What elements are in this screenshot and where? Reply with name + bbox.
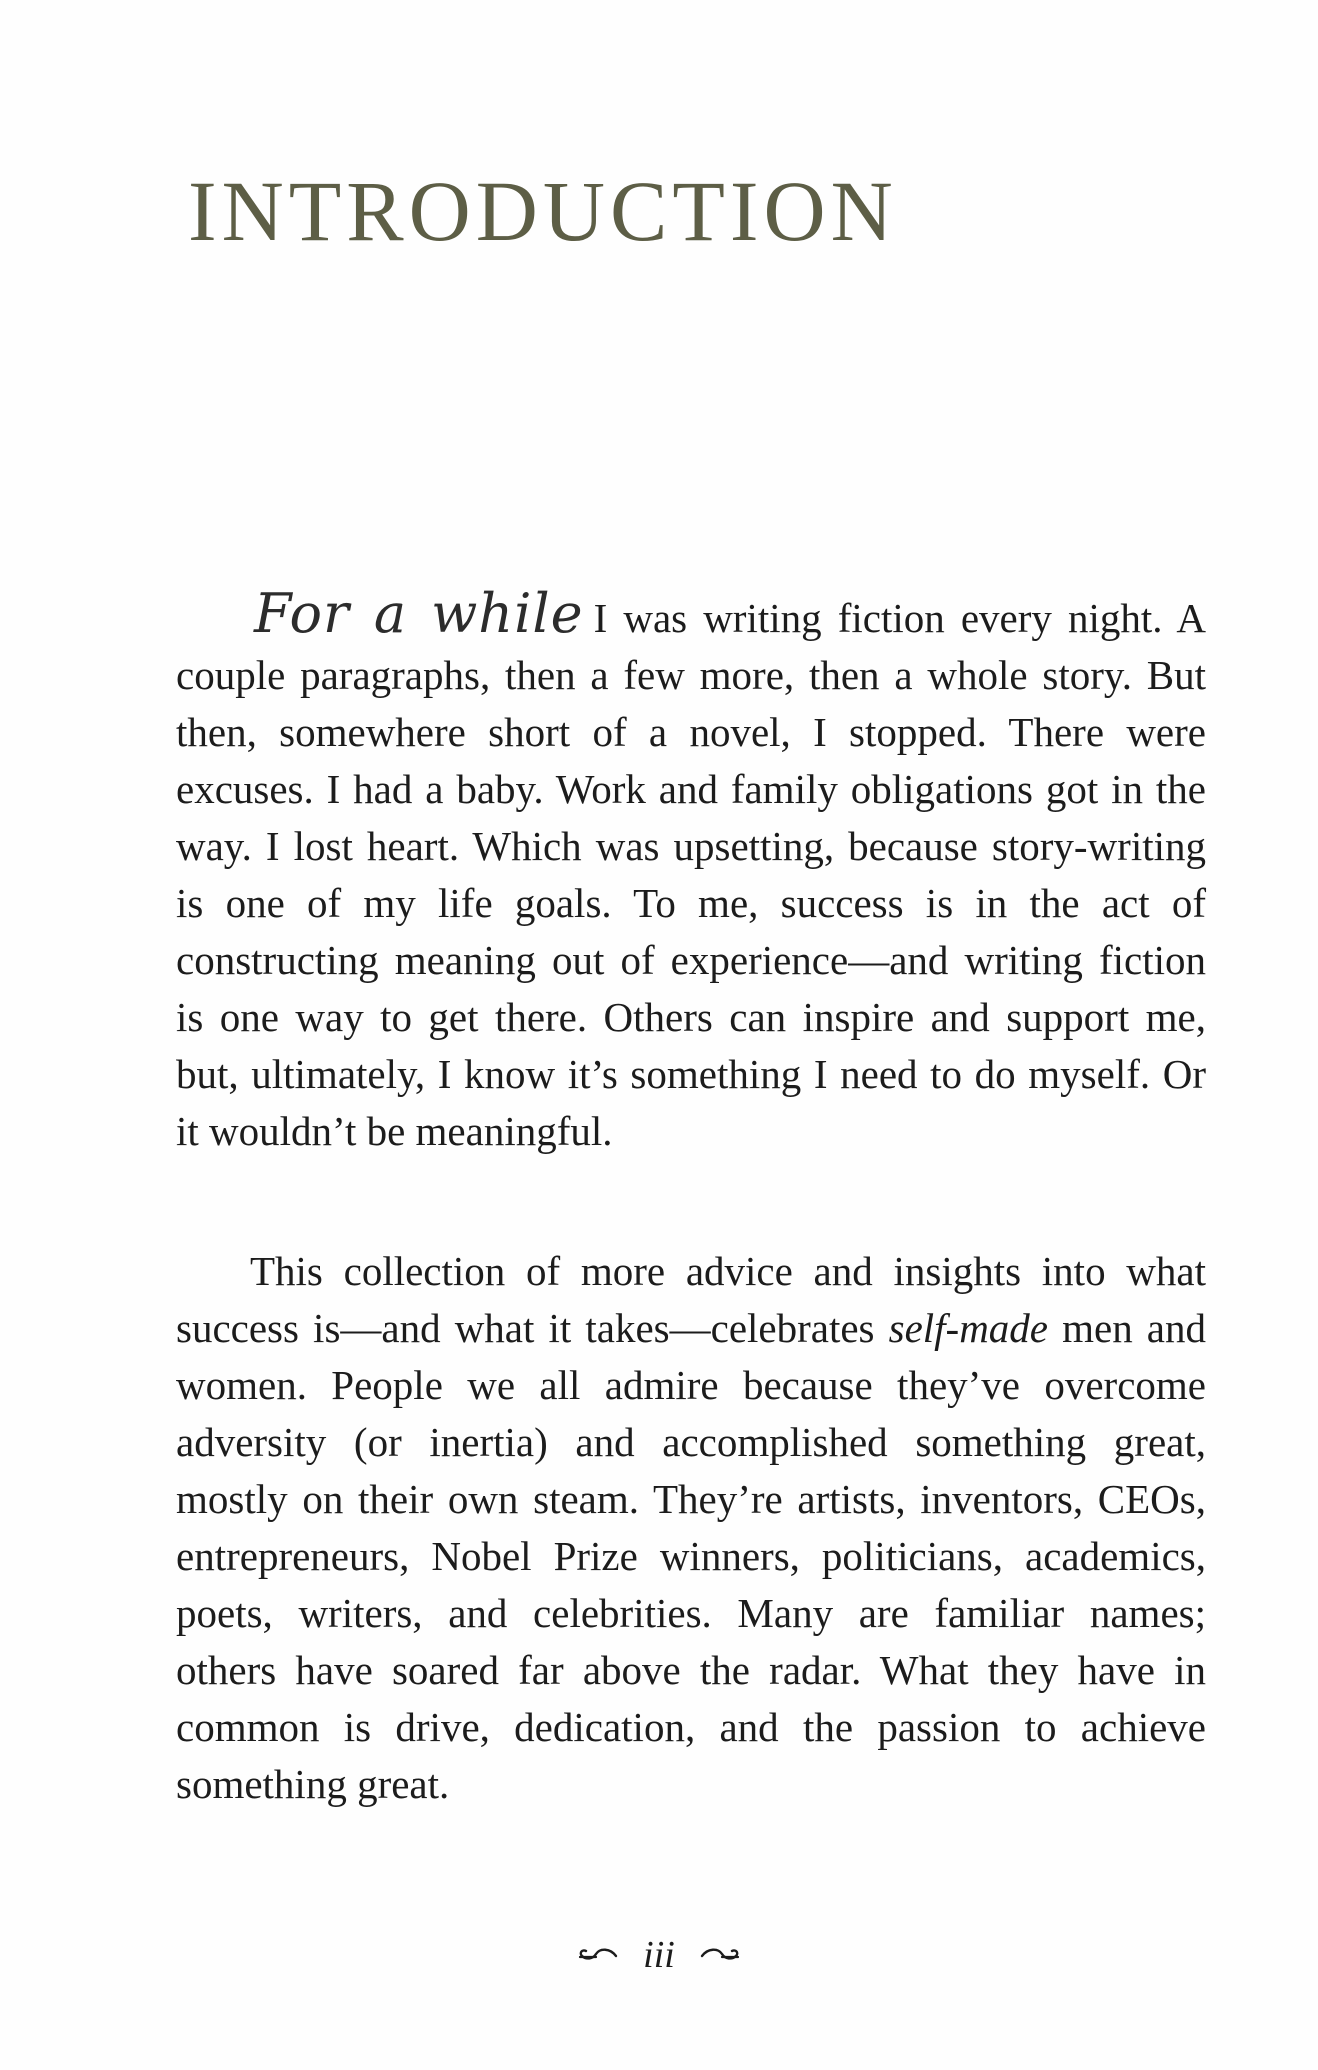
script-lead-in: For a while — [254, 582, 584, 645]
paragraph-1 — [176, 582, 1206, 1160]
paragraph-2 — [176, 1243, 1206, 1813]
left-flourish-icon — [576, 1944, 620, 1966]
paragraph-2-text-after: men and women. People we all admire because they’ve overcome adversity (or inertia) and accomplished something great, mostly on their own steam. They’re artists, inventors, CEOs, entrepreneurs, Nobel Prize winners, politicians, academics, poets, writers, and celebrities. Many are familiar names; others have soared far above the radar. What they have in common is drive, dedication, and the passion to achieve something great. — [176, 1305, 1206, 1807]
paragraph-2-emphasis: self-made — [888, 1305, 1049, 1351]
paragraph-1-text: I was writing fiction every night. A couple paragraphs, then a few more, then a whole story. But then, somewhere short of a novel, I stopped. There were excuses. I had a baby. Work and family obligations got in the way. I lost heart. Which was upsetting, because story-writing is one of my life goals. To me, success is in the act of constructing meaning out of experience—and writing fiction is one way to get there. Others can inspire and support me, but, ultimately, I know it’s something I need to do myself. Or it wouldn’t be meaningful. — [176, 595, 1206, 1154]
right-flourish-icon — [698, 1944, 742, 1966]
page-footer — [0, 1930, 1318, 1977]
paragraph-2-text-before: This collection of more advice and insights into what success is—and what it takes—celebrates — [176, 1248, 1206, 1351]
page-number: iii — [643, 1934, 675, 1977]
chapter-heading: INTRODUCTION — [188, 163, 898, 259]
